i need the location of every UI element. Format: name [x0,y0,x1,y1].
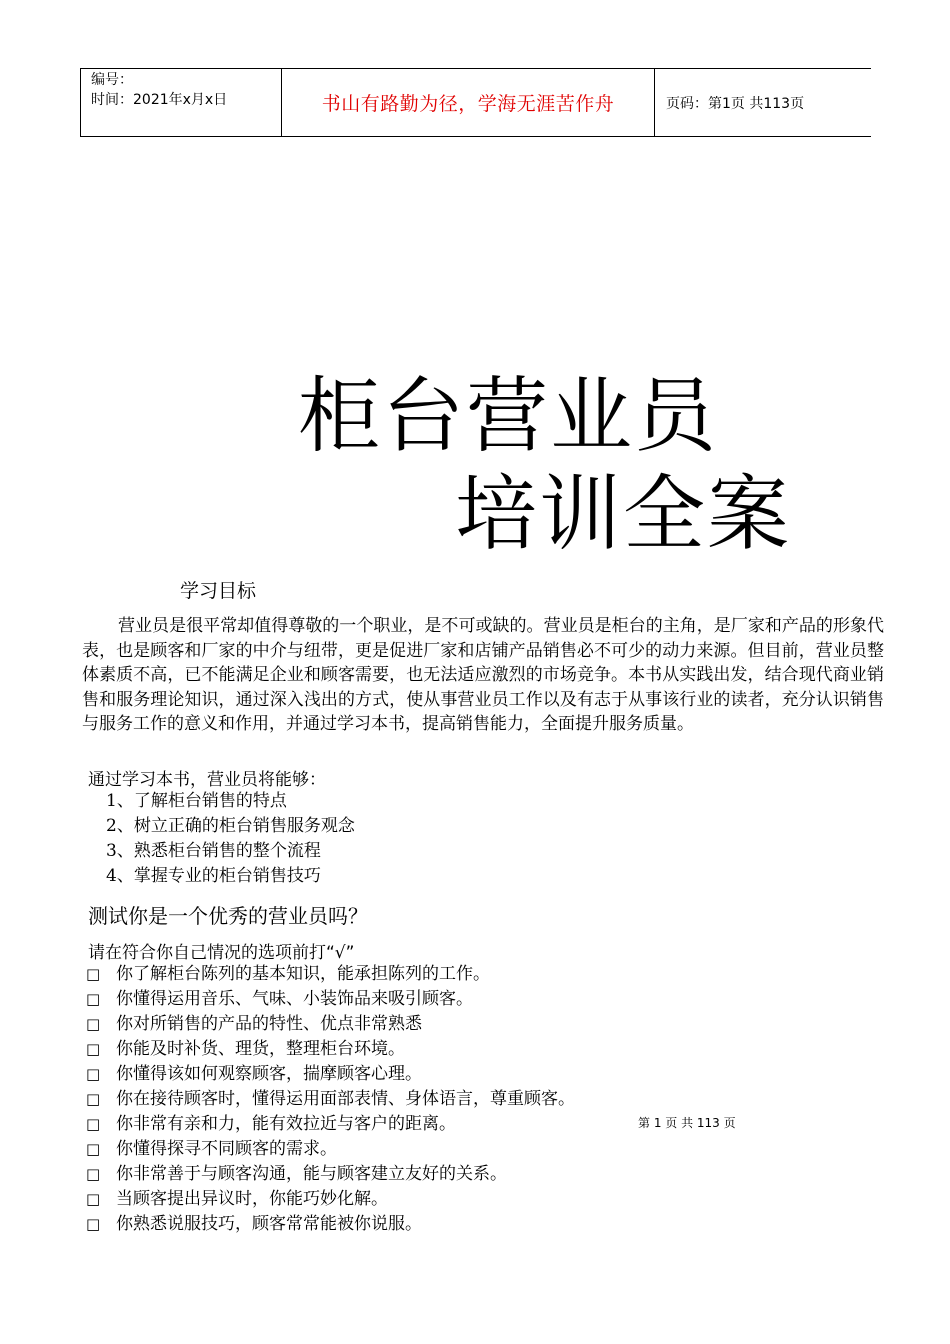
goals-list [106,789,355,889]
goal-text: 熟悉柜台销售的整个流程 [133,841,321,861]
goal-text: 了解柜台销售的特点 [133,791,287,811]
test-instruction: 请在符合你自己情况的选项前打“√” [88,943,355,963]
checklist-text: 你对所销售的产品的特性、优点非常熟悉 [116,1014,422,1034]
checklist-item [86,1062,575,1087]
checklist-item [86,1187,575,1212]
checkbox[interactable]: □ [86,1015,101,1033]
list-item [106,864,355,889]
checkbox[interactable]: □ [86,1065,101,1083]
checklist-text: 你懂得运用音乐、气味、小装饰品来吸引顾客。 [116,989,473,1009]
goal-number: 2、 [106,816,134,836]
goals-intro: 通过学习本书，营业员将能够： [88,770,326,790]
checklist [86,962,575,1237]
checkbox[interactable]: □ [86,1090,101,1108]
header-motto: 书山有路勤为径，学海无涯苦作舟 [282,69,655,136]
checklist-item [86,1087,575,1112]
checkbox[interactable]: □ [86,1140,101,1158]
list-item [106,789,355,814]
goal-text: 掌握专业的柜台销售技巧 [133,866,321,886]
checklist-text: 你懂得探寻不同顾客的需求。 [116,1139,337,1159]
checklist-item [86,987,575,1012]
checklist-item [86,1137,575,1162]
checklist-item [86,1162,575,1187]
title-line-2: 培训全案 [455,467,792,562]
checkbox[interactable]: □ [86,1115,101,1133]
checkbox[interactable]: □ [86,1190,101,1208]
checklist-item [86,1212,575,1237]
checklist-text: 当顾客提出异议时，你能巧妙化解。 [116,1189,388,1209]
checklist-text: 你了解柜台陈列的基本知识，能承担陈列的工作。 [116,964,490,984]
page-footer: 第 1 页 共 113 页 [638,1116,736,1130]
list-item [106,839,355,864]
date-line: 时间：2021年x月x日 [91,92,228,108]
goal-number: 1、 [106,791,134,811]
checklist-item [86,1012,575,1037]
section-heading: 学习目标 [180,580,257,602]
checklist-item [86,962,575,987]
checklist-item [86,1112,575,1137]
intro-paragraph: 营业员是很平常却值得尊敬的一个职业，是不可或缺的。营业员是柜台的主角，是厂家和产品的形象代表，也是顾客和厂家的中介与纽带，更是促进厂家和店铺产品销售必不可少的动力来源。但目前，营业员整体素质不高，已不能满足企业和顾客需要，也无法适应激烈的市场竞争。本书从实践出发，结合现代商业销售和服务理论知识，通过深入浅出的方式，使从事营业员工作以及有志于从事该行业的读者，充分认识销售与服务工作的意义和作用，并通过学习本书，提高销售能力，全面提升服务质量。 [82,616,884,735]
checklist-text: 你非常有亲和力，能有效拉近与客户的距离。 [116,1114,456,1134]
list-item [106,814,355,839]
checklist-text: 你在接待顾客时，懂得运用面部表情、身体语言，尊重顾客。 [116,1089,575,1109]
checkbox[interactable]: □ [86,1040,101,1058]
checkbox[interactable]: □ [86,1215,101,1233]
number-label: 编号： [91,72,133,88]
goal-number: 4、 [106,866,134,886]
checkbox[interactable]: □ [86,990,101,1008]
checkbox[interactable]: □ [86,965,101,983]
goal-number: 3、 [106,841,134,861]
checklist-text: 你能及时补货、理货，整理柜台环境。 [116,1039,405,1059]
header-page-info: 页码：第1页 共113页 [666,95,805,112]
header-left-cell [81,69,282,136]
checklist-text: 你非常善于与顾客沟通，能与顾客建立友好的关系。 [116,1164,507,1184]
checkbox[interactable]: □ [86,1165,101,1183]
header-table [80,68,871,137]
title-line-1: 柜台营业员 [298,369,719,464]
checklist-text: 你熟悉说服技巧，顾客常常能被你说服。 [116,1214,422,1234]
goal-text: 树立正确的柜台销售服务观念 [133,816,355,836]
test-heading: 测试你是一个优秀的营业员吗？ [88,904,368,928]
checklist-item [86,1037,575,1062]
checklist-text: 你懂得该如何观察顾客，揣摩顾客心理。 [116,1064,422,1084]
